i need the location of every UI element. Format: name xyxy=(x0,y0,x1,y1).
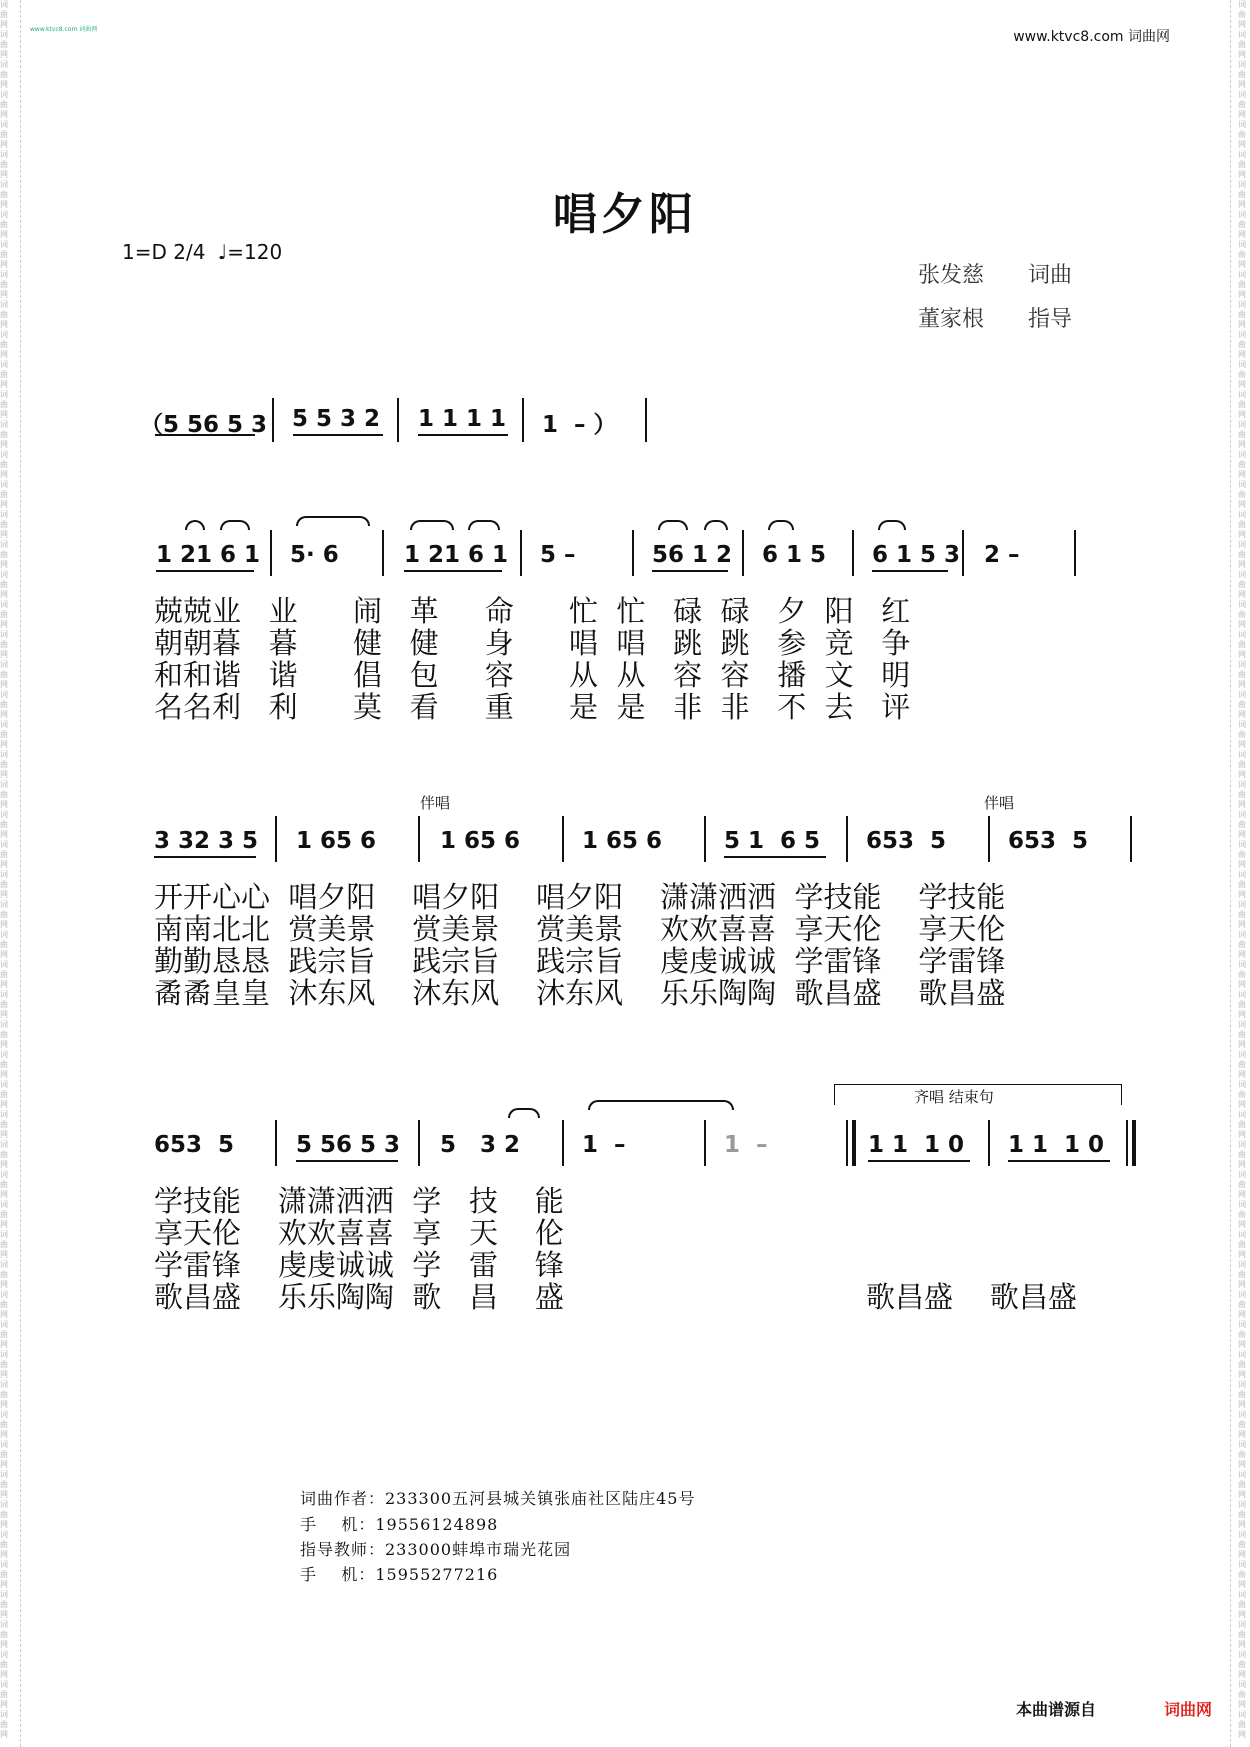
slur xyxy=(508,1108,540,1118)
measure: 5 – xyxy=(540,542,576,568)
measure: 5 56 5 3 xyxy=(296,1132,401,1158)
slur xyxy=(220,520,250,530)
measure: 653 5 xyxy=(1008,828,1089,854)
slur xyxy=(768,520,794,530)
barline xyxy=(704,816,706,862)
right-watermark-strip: 词 曲 网 词 曲 网 词 曲 网 词 曲 网 词 曲 网 词 曲 网 词 曲 网 词 曲 网 词 曲 网 词 曲 网 词 曲 网 词 曲 网 词 曲 网 词 曲 网 词 曲 网 词 曲 网 词 曲 网 词 曲 网 词 曲 网 词 曲 网 词 曲 网 词 曲 网 词 曲 网 词 曲 网 词 曲 网 词 曲 网 词 曲 网 词 曲 网 词 曲 网 词 曲 网 词 曲 网 词 曲 网 词 曲 网 词 曲 网 词 曲 网 词 曲 网 词 曲 网 词 曲 网 词 曲 网 词 曲 网 词 曲 网 词 曲 网 词 曲 网 词 曲 网 词 曲 网 词 曲 网 词 曲 网 词 曲 网 词 曲 网 词 曲 网 词 曲 网 词 曲 网 词 曲 网 词 曲 网 词 曲 网 词 曲 网 词 曲 网 词 曲 网 xyxy=(1238,0,1246,1739)
credit-role: 指导 xyxy=(1028,307,1073,332)
measure: 5 1 6 5 xyxy=(724,828,821,854)
measure: 3 32 3 5 xyxy=(154,828,259,854)
lyric-verse-3: 和和谐 谐 倡 包 容 从 从 容 容 播 文 明 xyxy=(154,658,911,692)
barline xyxy=(272,398,274,442)
barline xyxy=(270,530,272,576)
footer-author-address: 词曲作者：233300五河县城关镇张庙社区陆庄45号 xyxy=(300,1489,696,1508)
barline xyxy=(645,398,647,442)
measure: 5 3 2 xyxy=(440,1132,521,1158)
lyric-verse-4: 矞矞皇皇 沐东风 沐东风 沐东风 乐乐陶陶 歌昌盛 歌昌盛 xyxy=(154,976,1006,1010)
footer-guide-address: 指导教师：233000蚌埠市瑞光花园 xyxy=(300,1540,572,1559)
barline xyxy=(988,816,990,862)
barline xyxy=(988,1120,990,1166)
credit-name: 张发慈 xyxy=(918,263,985,288)
beam xyxy=(724,856,826,858)
barline xyxy=(846,816,848,862)
backing-vocal-label: 伴唱 xyxy=(984,794,1015,812)
measure: 2 – xyxy=(984,542,1020,568)
barline xyxy=(742,530,744,576)
measure: 1 1 1 0 xyxy=(1008,1132,1105,1158)
beam xyxy=(293,434,383,436)
slur xyxy=(296,516,370,526)
measure: 653 5 xyxy=(154,1132,235,1158)
repeat-barline xyxy=(846,1120,848,1166)
slur xyxy=(185,520,205,530)
ending-label: 齐唱 结束句 xyxy=(914,1088,994,1106)
lyric-verse-1: 学技能 潇潇洒洒 学 技 能 xyxy=(154,1184,564,1218)
barline xyxy=(397,398,399,442)
barline xyxy=(1074,530,1076,576)
beam xyxy=(296,1160,398,1162)
credit-lyricist xyxy=(918,258,1073,289)
right-page-border xyxy=(1230,0,1231,1747)
barline xyxy=(382,530,384,576)
barline xyxy=(562,816,564,862)
measure: 1 65 6 xyxy=(296,828,377,854)
measure: 1 – xyxy=(724,1132,768,1158)
beam xyxy=(1008,1160,1110,1162)
barline xyxy=(852,530,854,576)
beam xyxy=(418,434,508,436)
measure: 1 – xyxy=(582,1132,626,1158)
left-page-border xyxy=(20,0,21,1747)
tie xyxy=(588,1100,734,1110)
measure: 1 – ） xyxy=(542,412,617,438)
slur xyxy=(410,520,454,530)
measure: 56 1 2 xyxy=(652,542,733,568)
barline xyxy=(418,816,420,862)
beam xyxy=(872,570,948,572)
barline xyxy=(962,530,964,576)
key-signature: 1=D 2/4 xyxy=(122,240,206,264)
beam xyxy=(154,856,256,858)
credit-name: 董家根 xyxy=(918,307,985,332)
measure: 1 1 1 1 xyxy=(418,406,507,432)
measure: 1 1 1 0 xyxy=(868,1132,965,1158)
measure: 1 65 6 xyxy=(440,828,521,854)
lyric-verse-3: 勤勤恳恳 践宗旨 践宗旨 践宗旨 虔虔诚诚 学雷锋 学雷锋 xyxy=(154,944,1006,978)
measure: 5 5 3 2 xyxy=(292,406,381,432)
beam xyxy=(404,570,502,572)
barline xyxy=(418,1120,420,1166)
barline xyxy=(1130,816,1132,862)
final-barline xyxy=(1126,1120,1128,1166)
tiny-site-label: www.ktvc8.com 词曲网 xyxy=(30,26,98,33)
measure: 653 5 xyxy=(866,828,947,854)
source-site-link[interactable]: 词曲网 xyxy=(1164,1700,1213,1719)
lyric-verse-3: 学雷锋 虔虔诚诚 学 雷 锋 xyxy=(154,1248,564,1282)
footer-guide-phone: 手 机：15955277216 xyxy=(300,1565,499,1584)
footer-author-phone: 手 机：19556124898 xyxy=(300,1515,499,1534)
barline xyxy=(275,1120,277,1166)
backing-vocal-label: 伴唱 xyxy=(420,794,451,812)
beam xyxy=(155,434,255,436)
credit-role: 词曲 xyxy=(1028,263,1073,288)
slur xyxy=(878,520,906,530)
source-label: 本曲谱源自 xyxy=(1016,1700,1097,1719)
barline xyxy=(520,530,522,576)
lyric-ending: 歌昌盛 歌昌盛 xyxy=(866,1280,1077,1314)
measure: 6 1 5 3 xyxy=(872,542,961,568)
beam xyxy=(868,1160,970,1162)
measure: 1 21 6 1 xyxy=(404,542,509,568)
lyric-verse-2: 朝朝暮 暮 健 健 身 唱 唱 跳 跳 参 竞 争 xyxy=(154,626,911,660)
barline xyxy=(275,816,277,862)
measure: （5 56 5 3 xyxy=(140,412,268,438)
measure: 1 65 6 xyxy=(582,828,663,854)
repeat-barline xyxy=(852,1120,856,1166)
tempo-marking: ♩=120 xyxy=(217,240,283,264)
left-watermark-strip: 词 曲 网 词 曲 网 词 曲 网 词 曲 网 词 曲 网 词 曲 网 词 曲 网 词 曲 网 词 曲 网 词 曲 网 词 曲 网 词 曲 网 词 曲 网 词 曲 网 词 曲 网 词 曲 网 词 曲 网 词 曲 网 词 曲 网 词 曲 网 词 曲 网 词 曲 网 词 曲 网 词 曲 网 词 曲 网 词 曲 网 词 曲 网 词 曲 网 词 曲 网 词 曲 网 词 曲 网 词 曲 网 词 曲 网 词 曲 网 词 曲 网 词 曲 网 词 曲 网 词 曲 网 词 曲 网 词 曲 网 词 曲 网 词 曲 网 词 曲 网 词 曲 网 词 曲 网 词 曲 网 词 曲 网 词 曲 网 词 曲 网 词 曲 网 词 曲 网 词 曲 网 词 曲 网 词 曲 网 词 曲 网 词 曲 网 词 曲 网 词 曲 网 xyxy=(0,0,8,1739)
slur xyxy=(704,520,728,530)
final-barline xyxy=(1132,1120,1136,1166)
lyric-verse-2: 南南北北 赏美景 赏美景 赏美景 欢欢喜喜 享天伦 享天伦 xyxy=(154,912,1006,946)
song-title: 唱夕阳 xyxy=(553,189,697,240)
measure: 1 21 6 1 xyxy=(156,542,261,568)
barline xyxy=(704,1120,706,1166)
lyric-verse-1: 兢兢业 业 闹 革 命 忙 忙 碌 碌 夕 阳 红 xyxy=(154,594,911,628)
lyric-verse-1: 开开心心 唱夕阳 唱夕阳 唱夕阳 潇潇洒洒 学技能 学技能 xyxy=(154,880,1006,914)
slur xyxy=(658,520,688,530)
lyric-verse-4: 歌昌盛 乐乐陶陶 歌 昌 盛 xyxy=(154,1280,564,1314)
beam xyxy=(652,570,728,572)
beam xyxy=(156,570,254,572)
measure: 5· 6 xyxy=(290,542,339,568)
credit-guide xyxy=(918,302,1073,333)
barline xyxy=(522,398,524,442)
measure: 6 1 5 xyxy=(762,542,827,568)
key-meter xyxy=(122,240,282,264)
site-label: www.ktvc8.com 词曲网 xyxy=(1013,29,1170,45)
slur xyxy=(468,520,500,530)
lyric-verse-2: 享天伦 欢欢喜喜 享 天 伦 xyxy=(154,1216,564,1250)
barline xyxy=(562,1120,564,1166)
barline xyxy=(632,530,634,576)
lyric-verse-4: 名名利 利 莫 看 重 是 是 非 非 不 去 评 xyxy=(154,690,911,724)
